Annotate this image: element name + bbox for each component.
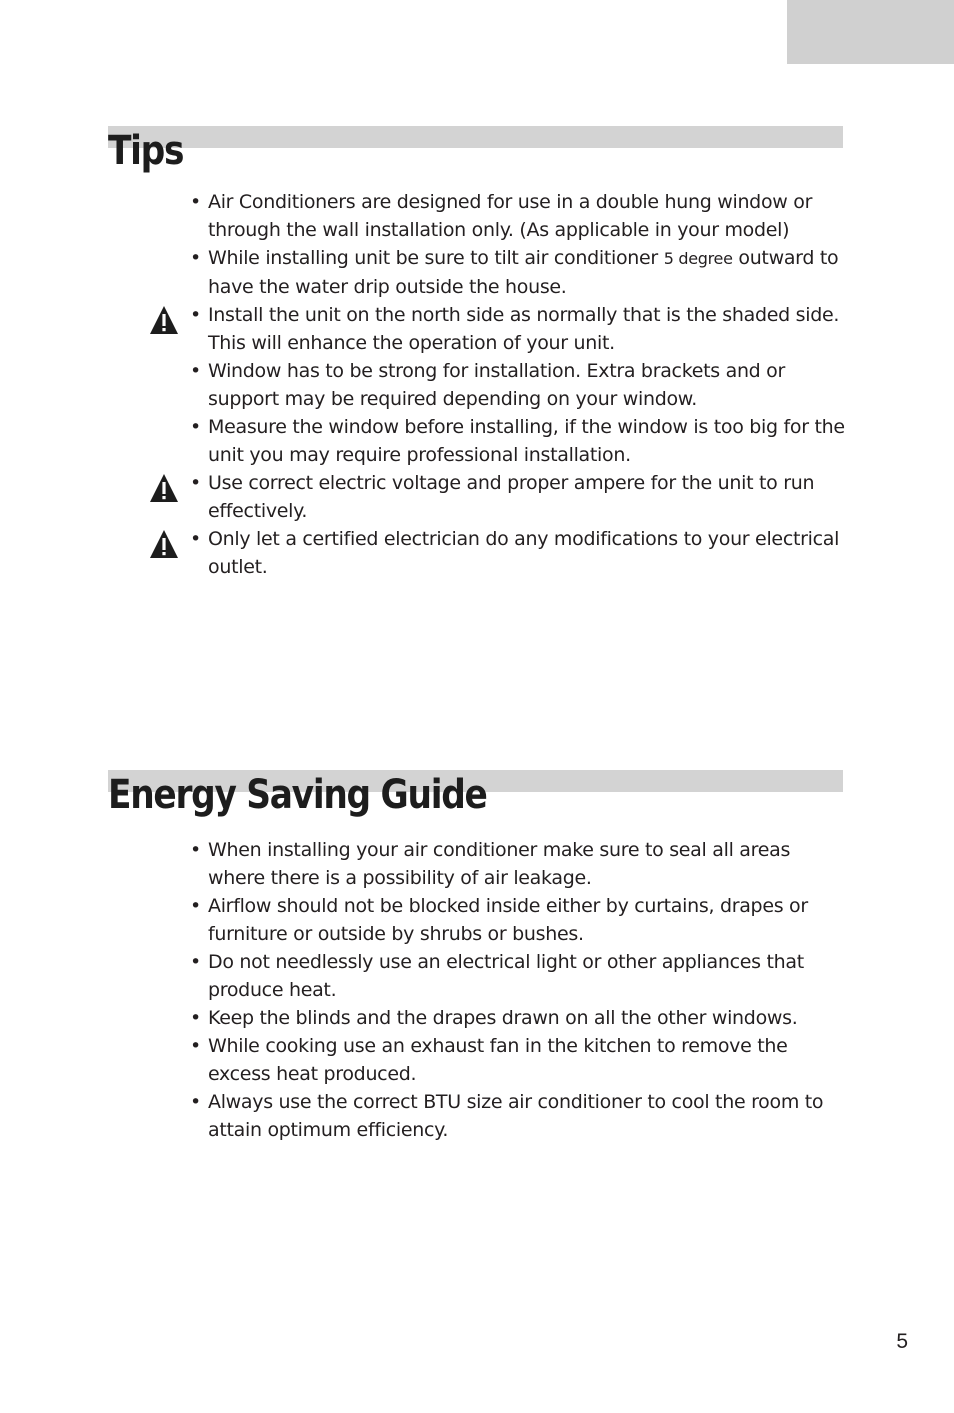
energy-item <box>190 836 850 892</box>
bullet: • <box>190 191 201 213</box>
tips-item-text: Use correct electric voltage and proper ampere for the unit to run effectively. <box>208 472 815 522</box>
energy-item-text: Always use the correct BTU size air conditioner to cool the room to attain optimum efficiency. <box>208 1091 824 1141</box>
page-corner-tab <box>787 0 954 64</box>
bullet: • <box>190 839 201 861</box>
tips-item <box>190 357 850 413</box>
tips-heading-bar <box>108 126 843 148</box>
tips-item <box>190 469 850 525</box>
energy-item-text: When installing your air conditioner make sure to seal all areas where there is a possibility of air leakage. <box>208 839 791 889</box>
bullet: • <box>190 528 201 550</box>
tips-item-text: outward to have the water drip outside the house. <box>208 247 839 298</box>
bullet: • <box>190 895 201 917</box>
energy-item <box>190 1004 850 1032</box>
energy-heading: Energy Saving Guide <box>108 772 487 818</box>
energy-item <box>190 1032 850 1088</box>
tips-item-text: Window has to be strong for installation. Extra brackets and or support may be required depending on your window. <box>208 360 786 410</box>
tips-item <box>190 301 850 357</box>
warning-triangle-icon <box>149 529 179 559</box>
energy-item-text: Airflow should not be blocked inside either by curtains, drapes or furniture or outside by shrubs or bushes. <box>208 895 808 945</box>
warning-triangle-icon <box>149 473 179 503</box>
tips-item-text: Air Conditioners are designed for use in a double hung window or through the wall installation only. (As applicable in your model) <box>208 191 813 241</box>
energy-item <box>190 1088 850 1144</box>
bullet: • <box>190 951 201 973</box>
energy-item-text: Do not needlessly use an electrical light or other appliances that produce heat. <box>208 951 804 1001</box>
tips-item-text: While installing unit be sure to tilt air conditioner <box>208 247 664 269</box>
energy-item-text: While cooking use an exhaust fan in the kitchen to remove the excess heat produced. <box>208 1035 788 1085</box>
bullet: • <box>190 472 201 494</box>
bullet: • <box>190 304 201 326</box>
bullet: • <box>190 416 201 438</box>
bullet: • <box>190 360 201 382</box>
tips-item-text: Install the unit on the north side as normally that is the shaded side. This will enhance the operation of your unit. <box>208 304 840 354</box>
tips-item <box>190 188 850 244</box>
energy-item <box>190 948 850 1004</box>
energy-item <box>190 892 850 948</box>
tips-item <box>190 413 850 469</box>
page-number: 5 <box>896 1330 908 1353</box>
tips-item-text: Only let a certified electrician do any modifications to your electrical outlet. <box>208 528 840 578</box>
tips-list <box>190 188 850 581</box>
bullet: • <box>190 1091 201 1113</box>
bullet: • <box>190 1035 201 1057</box>
energy-item-text: Keep the blinds and the drapes drawn on all the other windows. <box>208 1007 798 1029</box>
bullet: • <box>190 247 201 269</box>
tips-item <box>190 525 850 581</box>
tilt-angle-text: 5 degree <box>663 249 733 268</box>
tips-item <box>190 244 850 301</box>
warning-triangle-icon <box>149 305 179 335</box>
tips-heading: Tips <box>108 128 184 174</box>
tips-item-text: Measure the window before installing, if the window is too big for the unit you may require professional installation. <box>208 416 845 466</box>
energy-list <box>190 836 850 1144</box>
bullet: • <box>190 1007 201 1029</box>
